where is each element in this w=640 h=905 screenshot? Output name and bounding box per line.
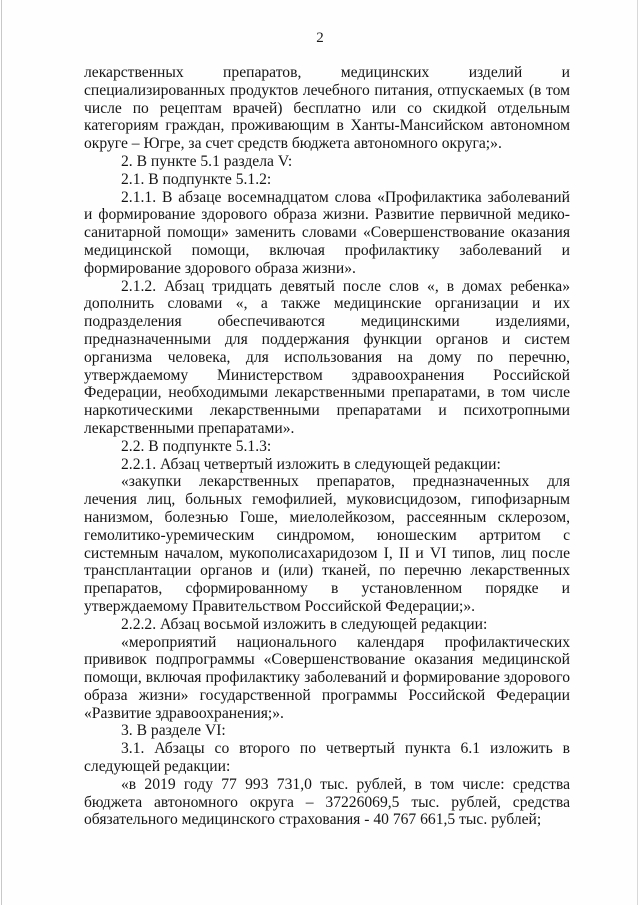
scan-edge-left — [1, 0, 2, 905]
scan-edge-right — [637, 0, 638, 905]
paragraph-item-2-2: 2.2. В подпункте 5.1.3: — [121, 437, 272, 455]
page-number: 2 — [316, 30, 324, 46]
paragraph-item-2-2-1: 2.2.1. Абзац четвертый изложить в следующей редакции: — [121, 455, 501, 473]
paragraph-item-2-1-2: 2.1.2. Абзац тридцать девятый после слов «, в домах ребенка» дополнить словами «, а также медицинские организации и их подразделения обеспечиваются медицинскими изделиями, предназначенными для поддержания функции органов и систем организма человека, для использования на дому по перечню, утверждаемому Министерством здравоохранения Российской Федерации, необходимыми лекарственными препаратами, в том числе наркотическими лекарственными препаратами и психотропными лекарственными препаратами». — [84, 277, 570, 437]
paragraph-item-3: 3. В разделе VI: — [121, 722, 226, 740]
paragraph-item-2: 2. В пункте 5.1 раздела V: — [121, 152, 293, 170]
paragraph-quote-funding-2019: «в 2019 году 77 993 731,0 тыс. рублей, в том числе: средства бюджета автономного округа – 37226069,5 тыс. рублей, средства обязательного медицинского страхования - 40 767 661,5 тыс. рублей; — [84, 775, 570, 829]
paragraph-item-2-2-2: 2.2.2. Абзац восьмой изложить в следующей редакции: — [121, 615, 488, 633]
paragraph-quote-procurement: «закупки лекарственных препаратов, предназначенных для лечения лиц, больных гемофилией, муковисцидозом, гипофизарным нанизмом, болезнью Гоше, миелолейкозом, рассеянным склерозом, гемолитико-уремическим синдромом, юношеским артритом с системным началом, мукополисахаридозом I, II и VI типов, лиц после трансплантации органов и (или) тканей, по перечню лекарственных препаратов, сформированному в установленном порядке и утверждаемому Правительством Российской Федерации;». — [84, 473, 570, 615]
paragraph-quote-vaccination: «мероприятий национального календаря профилактических прививок подпрограммы «Совершенствование оказания медицинской помощи, включая профилактику заболеваний и формирование здорового образа жизни» государственной программы Российской Федерации «Развитие здравоохранения;». — [84, 633, 570, 722]
document-body — [84, 64, 570, 829]
paragraph-item-2-1-1: 2.1.1. В абзаце восемнадцатом слова «Профилактика заболеваний и формирование здорового образа жизни. Развитие первичной медико-санитарной помощи» заменить словами «Совершенствование оказания медицинской помощи, включая профилактику заболеваний и формирование здорового образа жизни». — [84, 188, 570, 277]
paragraph-item-2-1: 2.1. В подпункте 5.1.2: — [121, 170, 272, 188]
paragraph-continuation: лекарственных препаратов, медицинских изделий и специализированных продуктов лечебного питания, отпускаемых (в том числе по рецептам врачей) бесплатно или со скидкой отдельным категориям граждан, проживающим в Ханты-Мансийском автономном округе – Югре, за счет средств бюджета автономного округа;». — [84, 64, 570, 153]
paragraph-item-3-1: 3.1. Абзацы со второго по четвертый пункта 6.1 изложить в следующей редакции: — [84, 740, 570, 776]
